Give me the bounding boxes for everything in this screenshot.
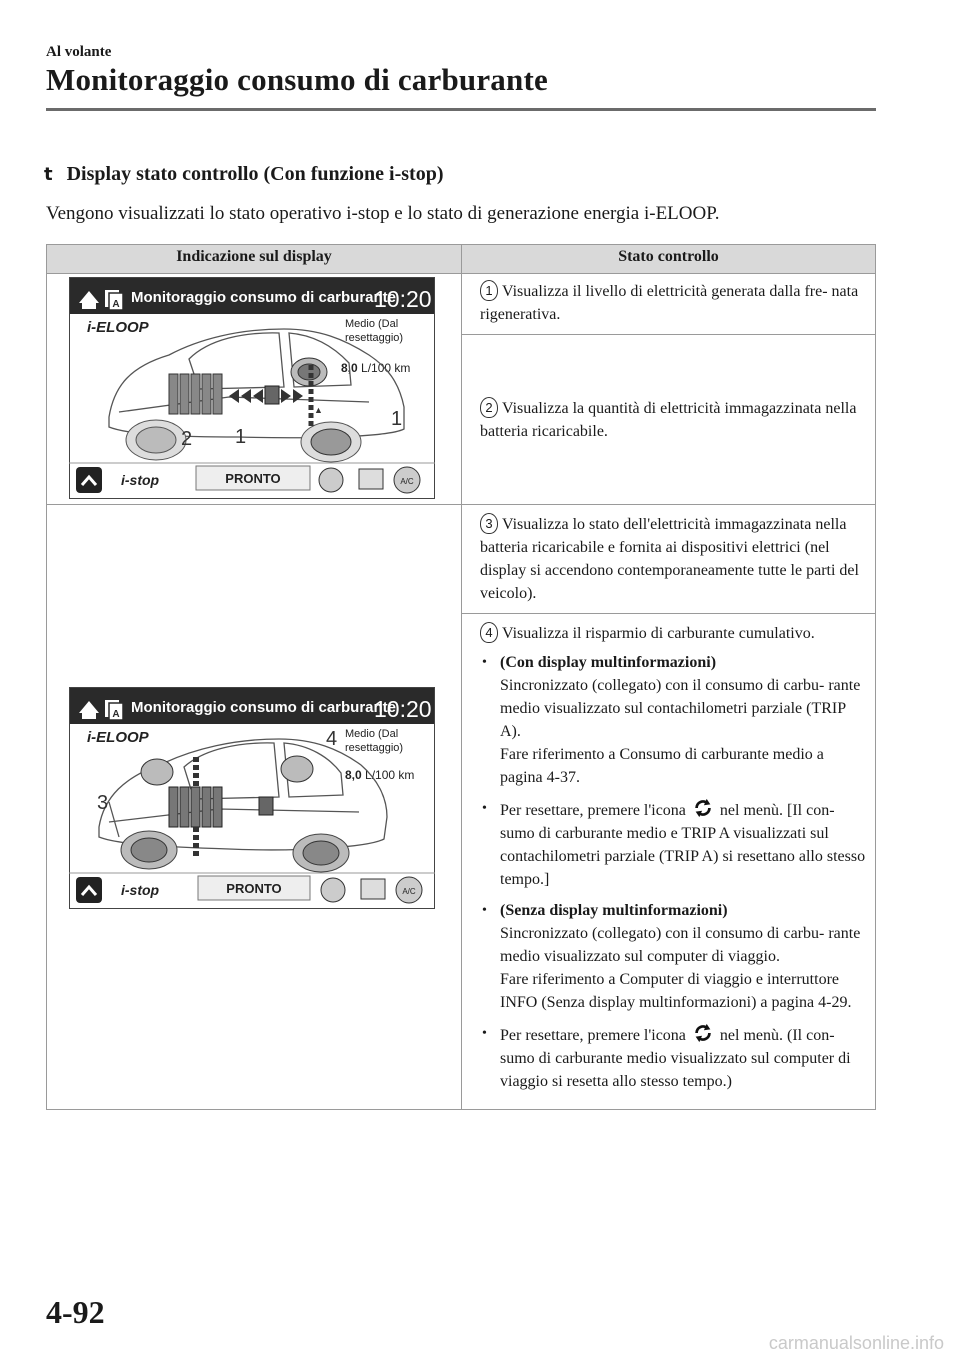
svg-text:A/C: A/C xyxy=(400,477,414,486)
bullet-4-post: nel menù. (Il con- sumo di carburante medio visualizzato sul computer di viaggio si resetta allo stesso tempo.) xyxy=(500,1027,851,1090)
status-cell-3 xyxy=(462,505,876,614)
bullet-1-text: Sincronizzato (collegato) con il consumo di carbu- rante medio visualizzato sul contachilometri parziale (TRIP A). xyxy=(500,677,861,740)
medio-label-2: resettaggio) xyxy=(345,742,404,754)
svg-text:8,0 L/100 km xyxy=(341,361,410,375)
svg-text:1: 1 xyxy=(391,408,403,430)
heading-text: Display stato controllo (Con funzione i-stop) xyxy=(66,163,444,185)
col-header-status: Stato controllo xyxy=(462,245,876,274)
screen-title: Monitoraggio consumo di carburante xyxy=(131,699,397,716)
battery-bars xyxy=(169,374,222,414)
reset-icon xyxy=(692,1022,714,1044)
col-header-display: Indicazione sul display xyxy=(47,245,462,274)
reset-icon xyxy=(692,797,714,819)
svg-text:2: 2 xyxy=(181,428,193,450)
bullet-1-ref: Fare riferimento a Consumo di carburante medio a pagina 4-37. xyxy=(500,746,824,786)
fuel-value: 8,0 xyxy=(345,768,362,782)
list-item xyxy=(480,797,869,891)
screen-time: 10:20 xyxy=(374,286,432,312)
intro-text: Vengono visualizzati lo stato operativo i-stop e lo stato di generazione energia i-ELOOP. xyxy=(46,203,720,224)
display-screen-1 xyxy=(69,277,435,499)
title-rule xyxy=(46,108,876,111)
fuel-unit: L/100 km xyxy=(361,361,411,375)
svg-text:A: A xyxy=(112,709,120,720)
callout-1-badge: 1 xyxy=(480,280,498,301)
a-icon xyxy=(105,700,123,720)
medio-label-2: resettaggio) xyxy=(345,332,404,344)
bullet-2-pre: Per resettare, premere l'icona xyxy=(500,802,686,819)
item-3-text: Visualizza lo stato dell'elettricità immagazzinata nella batteria ricaricabile e fornita ai dispositivi elettrici (nel display si accendono contemporaneamente tutte le parti del veicolo). xyxy=(480,516,859,602)
list-item xyxy=(480,1022,869,1093)
list-item xyxy=(480,651,869,789)
heading-bullet: t xyxy=(44,164,53,185)
display-screen-2 xyxy=(69,687,435,909)
status-cell-1 xyxy=(462,274,876,335)
item-2-text: Visualizza la quantità di elettricità immagazzinata nella batteria ricaricabile. xyxy=(480,399,857,440)
medio-label-1: Medio (Dal xyxy=(345,728,399,740)
callout-3-marker: 3 xyxy=(97,792,109,814)
fuel-unit: L/100 km xyxy=(365,768,415,782)
svg-text:A/C: A/C xyxy=(402,887,416,896)
a-icon xyxy=(105,290,123,310)
screen-time: 10:20 xyxy=(374,696,432,722)
bullet-3-title: (Senza display multinformazioni) xyxy=(500,902,728,919)
item-4-bullets xyxy=(480,651,869,1093)
status-cell-4 xyxy=(462,614,876,1110)
medio-label-1: Medio (Dal xyxy=(345,318,399,330)
bullet-4-pre: Per resettare, premere l'icona xyxy=(500,1027,686,1044)
section-heading xyxy=(44,163,443,186)
svg-text:A: A xyxy=(112,299,120,310)
svg-text:▲: ▲ xyxy=(314,405,323,415)
battery-bars xyxy=(169,787,222,827)
ieloop-label: i-ELOOP xyxy=(87,319,149,336)
item-4-text: Visualizza il risparmio di carburante cumulativo. xyxy=(502,625,815,642)
pronto-label: PRONTO xyxy=(226,881,282,896)
bullet-3-ref: Fare riferimento a Computer di viaggio e interruttore INFO (Senza display multinformazioni) a pagina 4-29. xyxy=(500,971,852,1011)
status-cell-2 xyxy=(462,335,876,505)
watermark: carmanualsonline.info xyxy=(768,1333,944,1353)
bullet-1-title: (Con display multinformazioni) xyxy=(500,654,717,671)
istop-label: i-stop xyxy=(121,882,160,898)
page-number: 4-92 xyxy=(46,1294,105,1330)
callout-4-badge: 4 xyxy=(480,622,498,643)
svg-text:1: 1 xyxy=(235,426,247,448)
bullet-2-post: nel menù. [Il con- sumo di carburante medio e TRIP A visualizzati sul contachilometri parziale (TRIP A) si resettano allo stesso tempo.] xyxy=(500,802,866,888)
list-item xyxy=(480,899,869,1014)
screen-title: Monitoraggio consumo di carburante xyxy=(131,289,397,306)
callout-3-badge: 3 xyxy=(480,513,498,534)
callout-2-badge: 2 xyxy=(480,397,498,418)
page-title: Monitoraggio consumo di carburante xyxy=(46,62,548,97)
ieloop-label: i-ELOOP xyxy=(87,729,149,746)
bullet-3-text: Sincronizzato (collegato) con il consumo di carbu- rante medio visualizzato sul computer di viaggio. xyxy=(500,925,861,965)
callout-4-marker: 4 xyxy=(326,728,338,750)
fuel-value: 8,0 xyxy=(341,361,358,375)
istop-label: i-stop xyxy=(121,472,160,488)
pronto-label: PRONTO xyxy=(225,471,281,486)
svg-text:8,0 L/100 km xyxy=(345,768,414,782)
item-1-text: Visualizza il livello di elettricità generata dalla fre- nata rigenerativa. xyxy=(480,283,859,323)
section-label: Al volante xyxy=(46,44,112,60)
